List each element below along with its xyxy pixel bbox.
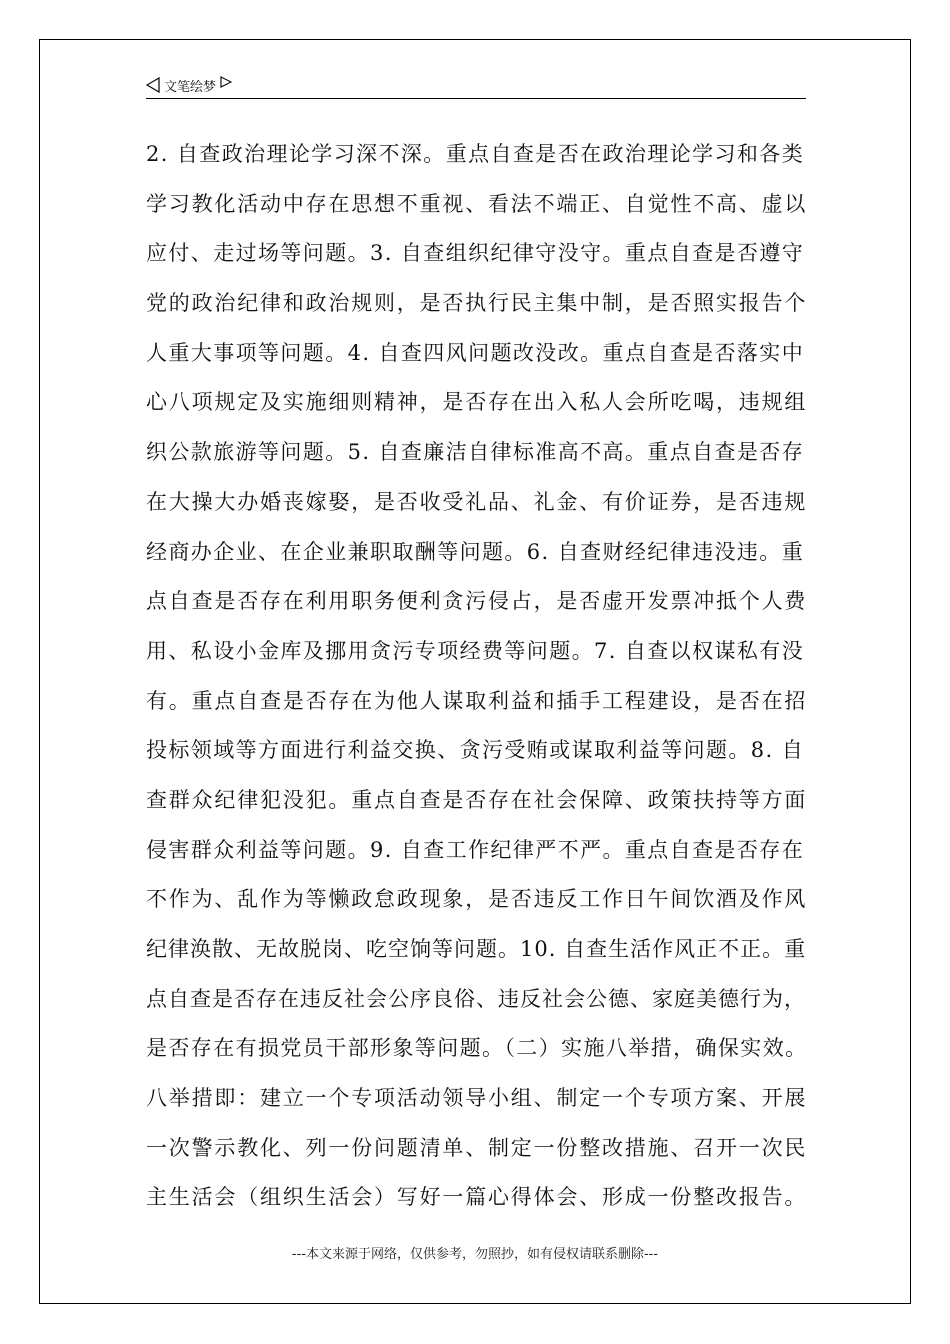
body-line: 八举措即：建立一个专项活动领导小组、制定一个专项方案、开展	[146, 1086, 808, 1111]
right-triangle-icon	[220, 76, 232, 88]
body-line: 不作为、乱作为等懒政怠政现象，是否违反工作日午间饮酒及作风	[146, 887, 808, 912]
header-brand: 文笔绘梦	[164, 79, 217, 95]
page-header	[146, 72, 806, 99]
body-line: 主生活会（组织生活会）写好一篇心得体会、形成一份整改报告。	[146, 1185, 808, 1210]
body-line: 织公款旅游等问题。5. 自查廉洁自律标准高不高。重点自查是否存	[146, 440, 805, 465]
body-line: 2. 自查政治理论学习深不深。重点自查是否在政治理论学习和各类	[146, 142, 805, 166]
body-line: 投标领域等方面进行利益交换、贪污受贿或谋取利益等问题。8. 自	[146, 738, 805, 763]
document-body	[146, 130, 808, 1223]
body-line: 用、私设小金库及挪用贪污专项经费等问题。7. 自查以权谋私有没	[146, 638, 805, 663]
body-line: 有。重点自查是否存在为他人谋取利益和插手工程建设，是否在招	[146, 688, 808, 713]
body-line: 查群众纪律犯没犯。重点自查是否存在社会保障、政策扶持等方面	[146, 787, 808, 812]
body-line: 心八项规定及实施细则精神，是否存在出入私人会所吃喝，违规组	[146, 390, 808, 415]
body-line: 是否存在有损党员干部形象等问题。（二）实施八举措，确保实效。	[146, 1036, 808, 1061]
body-line: 侵害群众利益等问题。9. 自查工作纪律严不严。重点自查是否存在	[146, 837, 805, 862]
left-triangle-icon	[146, 77, 160, 93]
body-line: 学习教化活动中存在思想不重视、看法不端正、自觉性不高、虚以	[146, 191, 808, 216]
body-line: 在大操大办婚丧嫁娶，是否收受礼品、礼金、有价证券，是否违规	[146, 489, 808, 514]
body-line: 人重大事项等问题。4. 自查四风问题改没改。重点自查是否落实中	[146, 340, 805, 365]
body-line: 纪律涣散、无故脱岗、吃空饷等问题。10. 自查生活作风正不正。重	[146, 937, 807, 961]
body-line: 一次警示教化、列一份问题清单、制定一份整改措施、召开一次民	[146, 1135, 808, 1160]
body-line: 应付、走过场等问题。3. 自查组织纪律守没守。重点自查是否遵守	[146, 241, 805, 266]
body-line: 经商办企业、在企业兼职取酬等问题。6. 自查财经纪律违没违。重	[146, 539, 805, 564]
body-line: 党的政治纪律和政治规则，是否执行民主集中制，是否照实报告个	[146, 291, 808, 316]
body-line: 点自查是否存在利用职务便利贪污侵占，是否虚开发票冲抵个人费	[146, 589, 808, 614]
footer-notice: ---本文来源于网络，仅供参考，勿照抄，如有侵权请联系删除---	[291, 1247, 659, 1262]
body-line: 点自查是否存在违反社会公序良俗、违反社会公德、家庭美德行为，	[146, 986, 806, 1011]
